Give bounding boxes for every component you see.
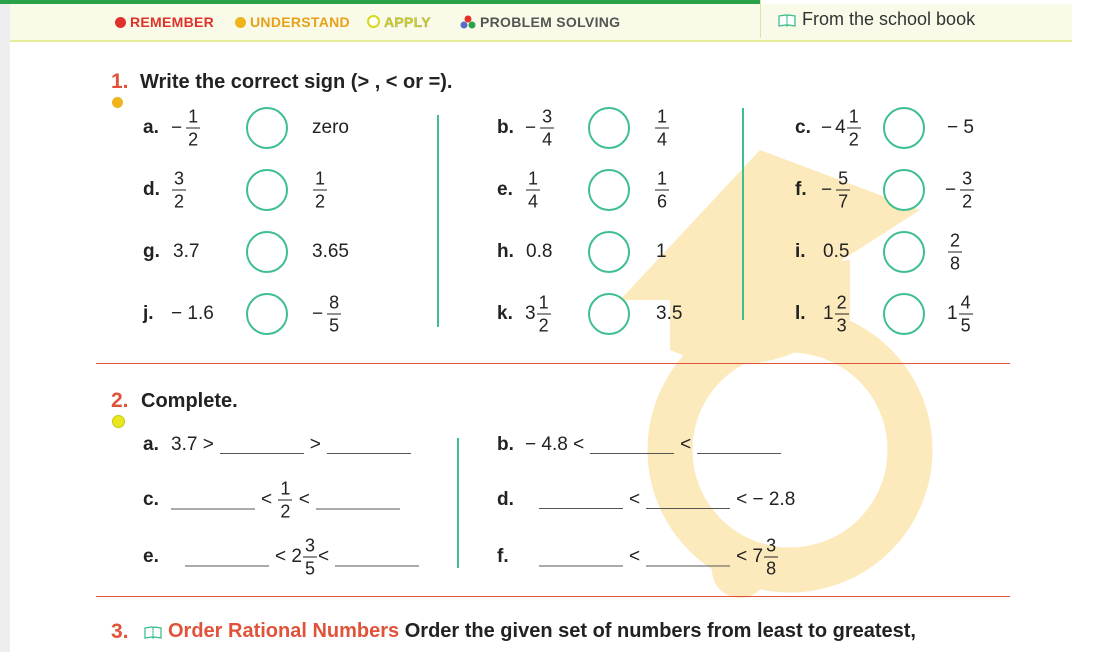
denominator: 4 — [657, 129, 668, 150]
sign-answer-circle[interactable] — [246, 107, 288, 149]
item-label: h. — [497, 241, 514, 262]
right-value: zero — [312, 117, 349, 138]
inequality-sign: < — [629, 489, 641, 510]
expression — [533, 537, 779, 578]
numerator: 3 — [766, 535, 777, 556]
item-label: a. — [143, 434, 159, 455]
level-problem-solving — [460, 14, 620, 30]
right-value: − 5 — [947, 117, 974, 138]
level-apply — [367, 14, 431, 30]
numerator: 1 — [657, 106, 668, 127]
sign-answer-circle[interactable] — [588, 231, 630, 273]
whole-part: 3 — [525, 303, 536, 324]
numerator: 3 — [304, 535, 315, 556]
denominator: 2 — [538, 315, 549, 336]
header-separator — [760, 0, 761, 38]
numerator: 8 — [329, 292, 340, 313]
level-label: PROBLEM SOLVING — [480, 14, 621, 30]
left-value — [171, 170, 187, 211]
sign: − — [821, 117, 833, 138]
right-value — [654, 170, 670, 211]
answer-blank[interactable] — [316, 491, 400, 510]
item-label: g. — [143, 241, 160, 262]
compare-item-d — [143, 160, 433, 220]
level-remember — [115, 14, 214, 30]
school-book-label: From the school book — [802, 9, 976, 29]
level-dot-icon — [112, 97, 123, 108]
compare-item-a — [143, 98, 433, 158]
section-divider — [96, 596, 1010, 597]
item-label: d. — [497, 489, 514, 510]
numerator: 1 — [538, 292, 549, 313]
denominator: 2 — [962, 191, 973, 212]
numerator: 3 — [542, 106, 553, 127]
denominator: 2 — [315, 191, 326, 212]
denominator: 8 — [950, 253, 961, 274]
left-value: − 1.6 — [171, 303, 214, 324]
complete-item-d — [497, 475, 837, 525]
whole-part: 1 — [947, 303, 958, 324]
item-label: b. — [497, 117, 514, 138]
answer-blank[interactable] — [335, 548, 419, 567]
inequality-sign: < — [629, 546, 641, 568]
left-value — [525, 108, 555, 149]
compare-item-g — [143, 222, 433, 282]
answer-blank[interactable] — [646, 490, 730, 509]
sign-answer-circle[interactable] — [588, 169, 630, 211]
sign: − — [945, 179, 957, 200]
sign-answer-circle[interactable] — [588, 293, 630, 335]
red-dot-icon — [115, 17, 126, 28]
left-value — [823, 294, 850, 335]
question-instruction — [144, 620, 916, 643]
left-value: 0.5 — [823, 241, 850, 262]
answer-blank[interactable] — [590, 435, 674, 454]
level-dot-icon — [112, 415, 125, 428]
question-text: Order the given set of numbers from least to greatest, — [404, 620, 916, 642]
yellow-dot-icon — [235, 17, 246, 28]
inequality-sign: < — [680, 434, 692, 455]
numerator: 1 — [188, 106, 199, 127]
level-label: REMEMBER — [130, 14, 215, 30]
expression — [533, 489, 795, 511]
numerator: 3 — [962, 168, 973, 189]
denominator: 8 — [766, 558, 777, 579]
right-value — [945, 170, 975, 211]
sign-answer-circle[interactable] — [588, 107, 630, 149]
answer-blank[interactable] — [185, 548, 269, 567]
question-number: 2. — [111, 389, 129, 412]
item-label: b. — [497, 434, 514, 455]
right-value — [312, 170, 328, 211]
right-value — [312, 294, 342, 335]
denominator: 6 — [657, 191, 668, 212]
answer-blank[interactable] — [220, 435, 304, 454]
item-label: d. — [143, 179, 160, 200]
question-number: 1. — [111, 70, 129, 93]
compare-item-f — [795, 160, 995, 220]
sign-answer-circle[interactable] — [246, 293, 288, 335]
right-value: 1 — [656, 241, 667, 262]
item-label: f. — [795, 179, 807, 200]
sign: − — [171, 117, 183, 138]
numerator: 1 — [280, 478, 291, 499]
sign: − — [821, 179, 833, 200]
numerator: 4 — [960, 292, 971, 313]
item-label: c. — [795, 117, 811, 138]
left-value — [821, 170, 851, 211]
expression — [165, 480, 406, 521]
page-left-margin — [0, 0, 10, 652]
question-instruction: Complete. — [141, 390, 238, 412]
numerator: 1 — [657, 168, 668, 189]
left-value — [525, 170, 541, 211]
denominator: 2 — [188, 129, 199, 150]
denominator: 7 — [838, 191, 849, 212]
complete-item-e — [143, 532, 453, 582]
denominator: 4 — [542, 129, 553, 150]
sign: − — [525, 117, 537, 138]
answer-blank[interactable] — [327, 435, 411, 454]
compare-item-i — [795, 222, 995, 282]
right-value — [947, 232, 963, 273]
complete-item-b — [497, 420, 817, 470]
sign-answer-circle[interactable] — [883, 293, 925, 335]
triple-dot-icon — [460, 15, 476, 29]
denominator: 5 — [329, 315, 340, 336]
given-value: 3.7 > — [171, 434, 214, 455]
denominator: 5 — [960, 315, 971, 336]
numerator: 1 — [848, 106, 859, 127]
numerator: 1 — [528, 168, 539, 189]
column-divider — [437, 115, 439, 327]
column-divider — [457, 438, 459, 568]
denominator: 5 — [304, 558, 315, 579]
right-value — [654, 108, 670, 149]
school-book-note — [778, 9, 975, 30]
sign-answer-circle[interactable] — [883, 107, 925, 149]
whole-part: 4 — [835, 117, 846, 138]
item-label: e. — [143, 546, 159, 567]
answer-blank[interactable] — [171, 491, 255, 510]
item-label: i. — [795, 241, 806, 262]
complete-item-a — [143, 420, 443, 470]
item-label: c. — [143, 489, 159, 510]
left-value — [525, 294, 552, 335]
denominator: 2 — [848, 129, 859, 150]
given-value: < − 2.8 — [736, 489, 796, 510]
level-label: APPLY — [384, 14, 431, 30]
given-value: < 7 — [736, 546, 764, 568]
inequality-sign: > — [309, 434, 321, 455]
denominator: 4 — [528, 191, 539, 212]
item-label: l. — [795, 303, 806, 324]
book-icon — [778, 14, 796, 27]
sign-answer-circle[interactable] — [883, 169, 925, 211]
compare-item-k — [497, 284, 727, 344]
sign-answer-circle[interactable] — [246, 231, 288, 273]
item-label: k. — [497, 303, 513, 324]
question-number: 3. — [111, 620, 129, 643]
inequality-sign: < — [317, 546, 330, 568]
left-value: 0.8 — [526, 241, 553, 262]
compare-item-b — [497, 98, 727, 158]
right-value: 3.5 — [656, 303, 683, 324]
compare-item-e — [497, 160, 727, 220]
right-value — [947, 294, 974, 335]
denominator: 3 — [836, 315, 847, 336]
complete-item-c — [143, 475, 443, 525]
numerator: 5 — [838, 168, 849, 189]
item-label: a. — [143, 117, 159, 138]
inequality-sign: < — [261, 489, 273, 511]
question-instruction: Write the correct sign (> , < or =). — [140, 71, 453, 93]
book-icon — [144, 626, 162, 639]
denominator: 2 — [280, 501, 291, 522]
numerator: 2 — [836, 292, 847, 313]
left-value: 3.7 — [173, 241, 200, 262]
numerator: 3 — [174, 168, 185, 189]
answer-blank[interactable] — [697, 435, 781, 454]
left-value — [171, 108, 201, 149]
section-divider — [96, 363, 1010, 364]
compare-item-j — [143, 284, 433, 344]
expression — [525, 434, 787, 456]
question-title: Order Rational Numbers — [168, 620, 400, 642]
answer-blank[interactable] — [539, 548, 623, 567]
whole-part: 1 — [823, 303, 834, 324]
level-label: UNDERSTAND — [250, 14, 350, 30]
answer-blank[interactable] — [646, 548, 730, 567]
given-value: < 2 — [275, 546, 302, 568]
expression — [171, 434, 417, 456]
level-understand — [235, 14, 350, 30]
given-value: − 4.8 < — [525, 434, 585, 455]
item-label: e. — [497, 179, 513, 200]
compare-item-h — [497, 222, 727, 282]
numerator: 1 — [315, 168, 326, 189]
left-value — [821, 108, 862, 149]
answer-blank[interactable] — [539, 490, 623, 509]
expression — [179, 537, 425, 578]
ring-dot-icon — [367, 15, 380, 28]
numerator: 2 — [950, 230, 961, 251]
sign-answer-circle[interactable] — [246, 169, 288, 211]
item-label: f. — [497, 546, 509, 567]
column-divider — [742, 108, 744, 320]
item-label: j. — [143, 303, 154, 324]
compare-item-c — [795, 98, 995, 158]
sign: − — [312, 303, 324, 324]
complete-item-f — [497, 532, 837, 582]
denominator: 2 — [174, 191, 185, 212]
inequality-sign: < — [298, 489, 310, 511]
compare-item-l — [795, 284, 995, 344]
right-value: 3.65 — [312, 241, 349, 262]
sign-answer-circle[interactable] — [883, 231, 925, 273]
